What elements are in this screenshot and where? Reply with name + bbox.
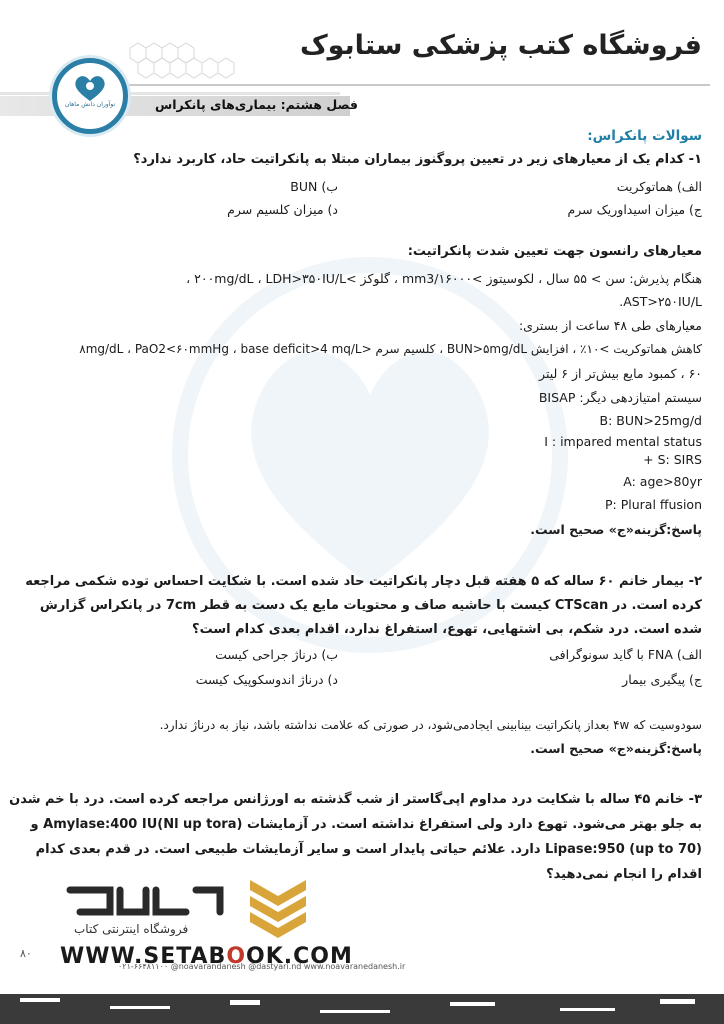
ranson-admission-1: هنگام پذیرش: سن > ۵۵ سال ، لکوسیتوز >۱۶۰۰۰/mm3 ، گلوکز >۲۰۰mg/dL ، LDH>۳۵۰IU/L ، <box>186 271 702 286</box>
ranson-answer: پاسخ:گزینه«ج» صحیح است. <box>530 522 702 537</box>
q1-question: ۱- کدام یک از معیارهای زیر در تعیین پروگنوز بیماران مبتلا به پانکراتیت حاد، کاربرد ندارد؟ <box>133 152 702 167</box>
bisap-i: I : impared mental status <box>544 434 702 449</box>
page-number: ۸۰ <box>20 947 32 960</box>
q2-line-1: ۲- بیمار خانم ۶۰ ساله که ۵ هفته قبل دچار پانکراتیت حاد شده است. با شکایت احساس توده شکمی مراجعه <box>25 574 702 589</box>
footer-brand-text: فروشگاه اینترنتی کتاب <box>74 922 189 936</box>
ranson-title: معیارهای رانسون جهت تعیین شدت پانکراتیت: <box>407 244 702 259</box>
q2-line-2: کرده است. در CTScan کیست با حاشیه صاف و محتویات مایع یک دست به قطر 7cm در پانکراس گزارش <box>39 598 702 613</box>
bisap-p: P: Plural ffusion <box>605 497 702 512</box>
publisher-logo <box>52 58 128 134</box>
ranson-48h-title: معیارهای طی ۴۸ ساعت از بستری: <box>518 318 702 333</box>
footer-url-o: O <box>226 944 247 969</box>
q1-option-b: ب) BUN <box>290 179 338 194</box>
bisap-title: سیستم امتیازدهی دیگر: BISAP <box>538 390 702 405</box>
q2-line-3: شده است. درد شکم، بی اشتهایی، تهوع، استفراغ ندارد، اقدام بعدی کدام است؟ <box>192 622 702 637</box>
footer-url-pre: WWW.SETAB <box>60 944 227 969</box>
heart-logo-icon <box>71 73 109 103</box>
bisap-a: A: age>80yr <box>623 474 702 489</box>
q3-line-3: Lipase:950 (up to 70) دارد. علائم حیاتی پایدار است و سایر آزمایشات طبیعی است. در قدم بعدی کدام <box>35 842 702 857</box>
q2-option-c: ج) پیگیری بیمار <box>622 672 702 687</box>
chapter-title: فصل هشتم: بیماری‌های پانکراس <box>154 97 358 112</box>
bisap-s: S: SIRS + <box>643 452 702 467</box>
logo-caption: نوآوران دانش ماهان <box>64 101 116 108</box>
q3-line-2: به جلو بهتر می‌شود. تهوع دارد ولی استفراغ نداشته است. در آزمایشات Amylase:400 IU(Nl up tora) و <box>30 817 702 832</box>
q1-option-c: ج) میزان اسیداوریک سرم <box>567 202 702 217</box>
header-title: فروشگاه کتب پزشکی ستابوک <box>299 30 702 61</box>
ranson-admission-2: AST>۲۵۰IU/L. <box>619 294 702 309</box>
footer-contact: ۰۲۱-۶۶۴۸۱۱۰۰ @noavarandanesh @dastyari.nd www.noavaranedanesh.ir <box>118 962 406 971</box>
hexagon-pattern <box>120 38 270 93</box>
q2-explanation: سودوسیت که ۴w بعداز پانکراتیت بینابینی ایجادمی‌شود، در صورتی که علامت نداشته باشد، نیاز به درناژ ندارد. <box>159 718 702 732</box>
q1-option-a: الف) هماتوکریت <box>616 179 702 194</box>
bisap-b: B: BUN>25mg/d <box>599 413 702 428</box>
q3-line-4: اقدام را انجام نمی‌دهید؟ <box>546 867 702 882</box>
bottom-brush-strip <box>0 988 724 1024</box>
q2-option-b: ب) درناژ جراحی کیست <box>215 647 338 662</box>
ranson-48h-1: کاهش هماتوکریت >۱۰٪ ، افزایش BUN>۵mg/dL ، کلسیم سرم <۸mg/dL ، PaO2<۶۰mmHg ، base deficit>4 mq/L <box>79 342 702 356</box>
q3-line-1: ۳- خانم ۴۵ ساله با شکایت درد مداوم اپی‌گاستر از شب گذشته به اورژانس مراجعه کرده است. درد با خم شدن <box>9 792 702 807</box>
q1-option-d: د) میزان کلسیم سرم <box>227 202 338 217</box>
chapter-bar-accent <box>0 92 340 95</box>
ranson-48h-2: ۶۰ ، کمبود مایع بیش‌تر از ۶ لیتر <box>539 366 702 381</box>
footer-url-post: OK.COM <box>246 944 353 969</box>
section-title: سوالات پانکراس: <box>587 128 702 144</box>
q2-option-d: د) درناژ اندوسکوپیک کیست <box>195 672 338 687</box>
q2-option-a: الف) FNA با گاید سونوگرافی <box>549 647 702 662</box>
q2-answer: پاسخ:گزینه«ج» صحیح است. <box>530 741 702 756</box>
